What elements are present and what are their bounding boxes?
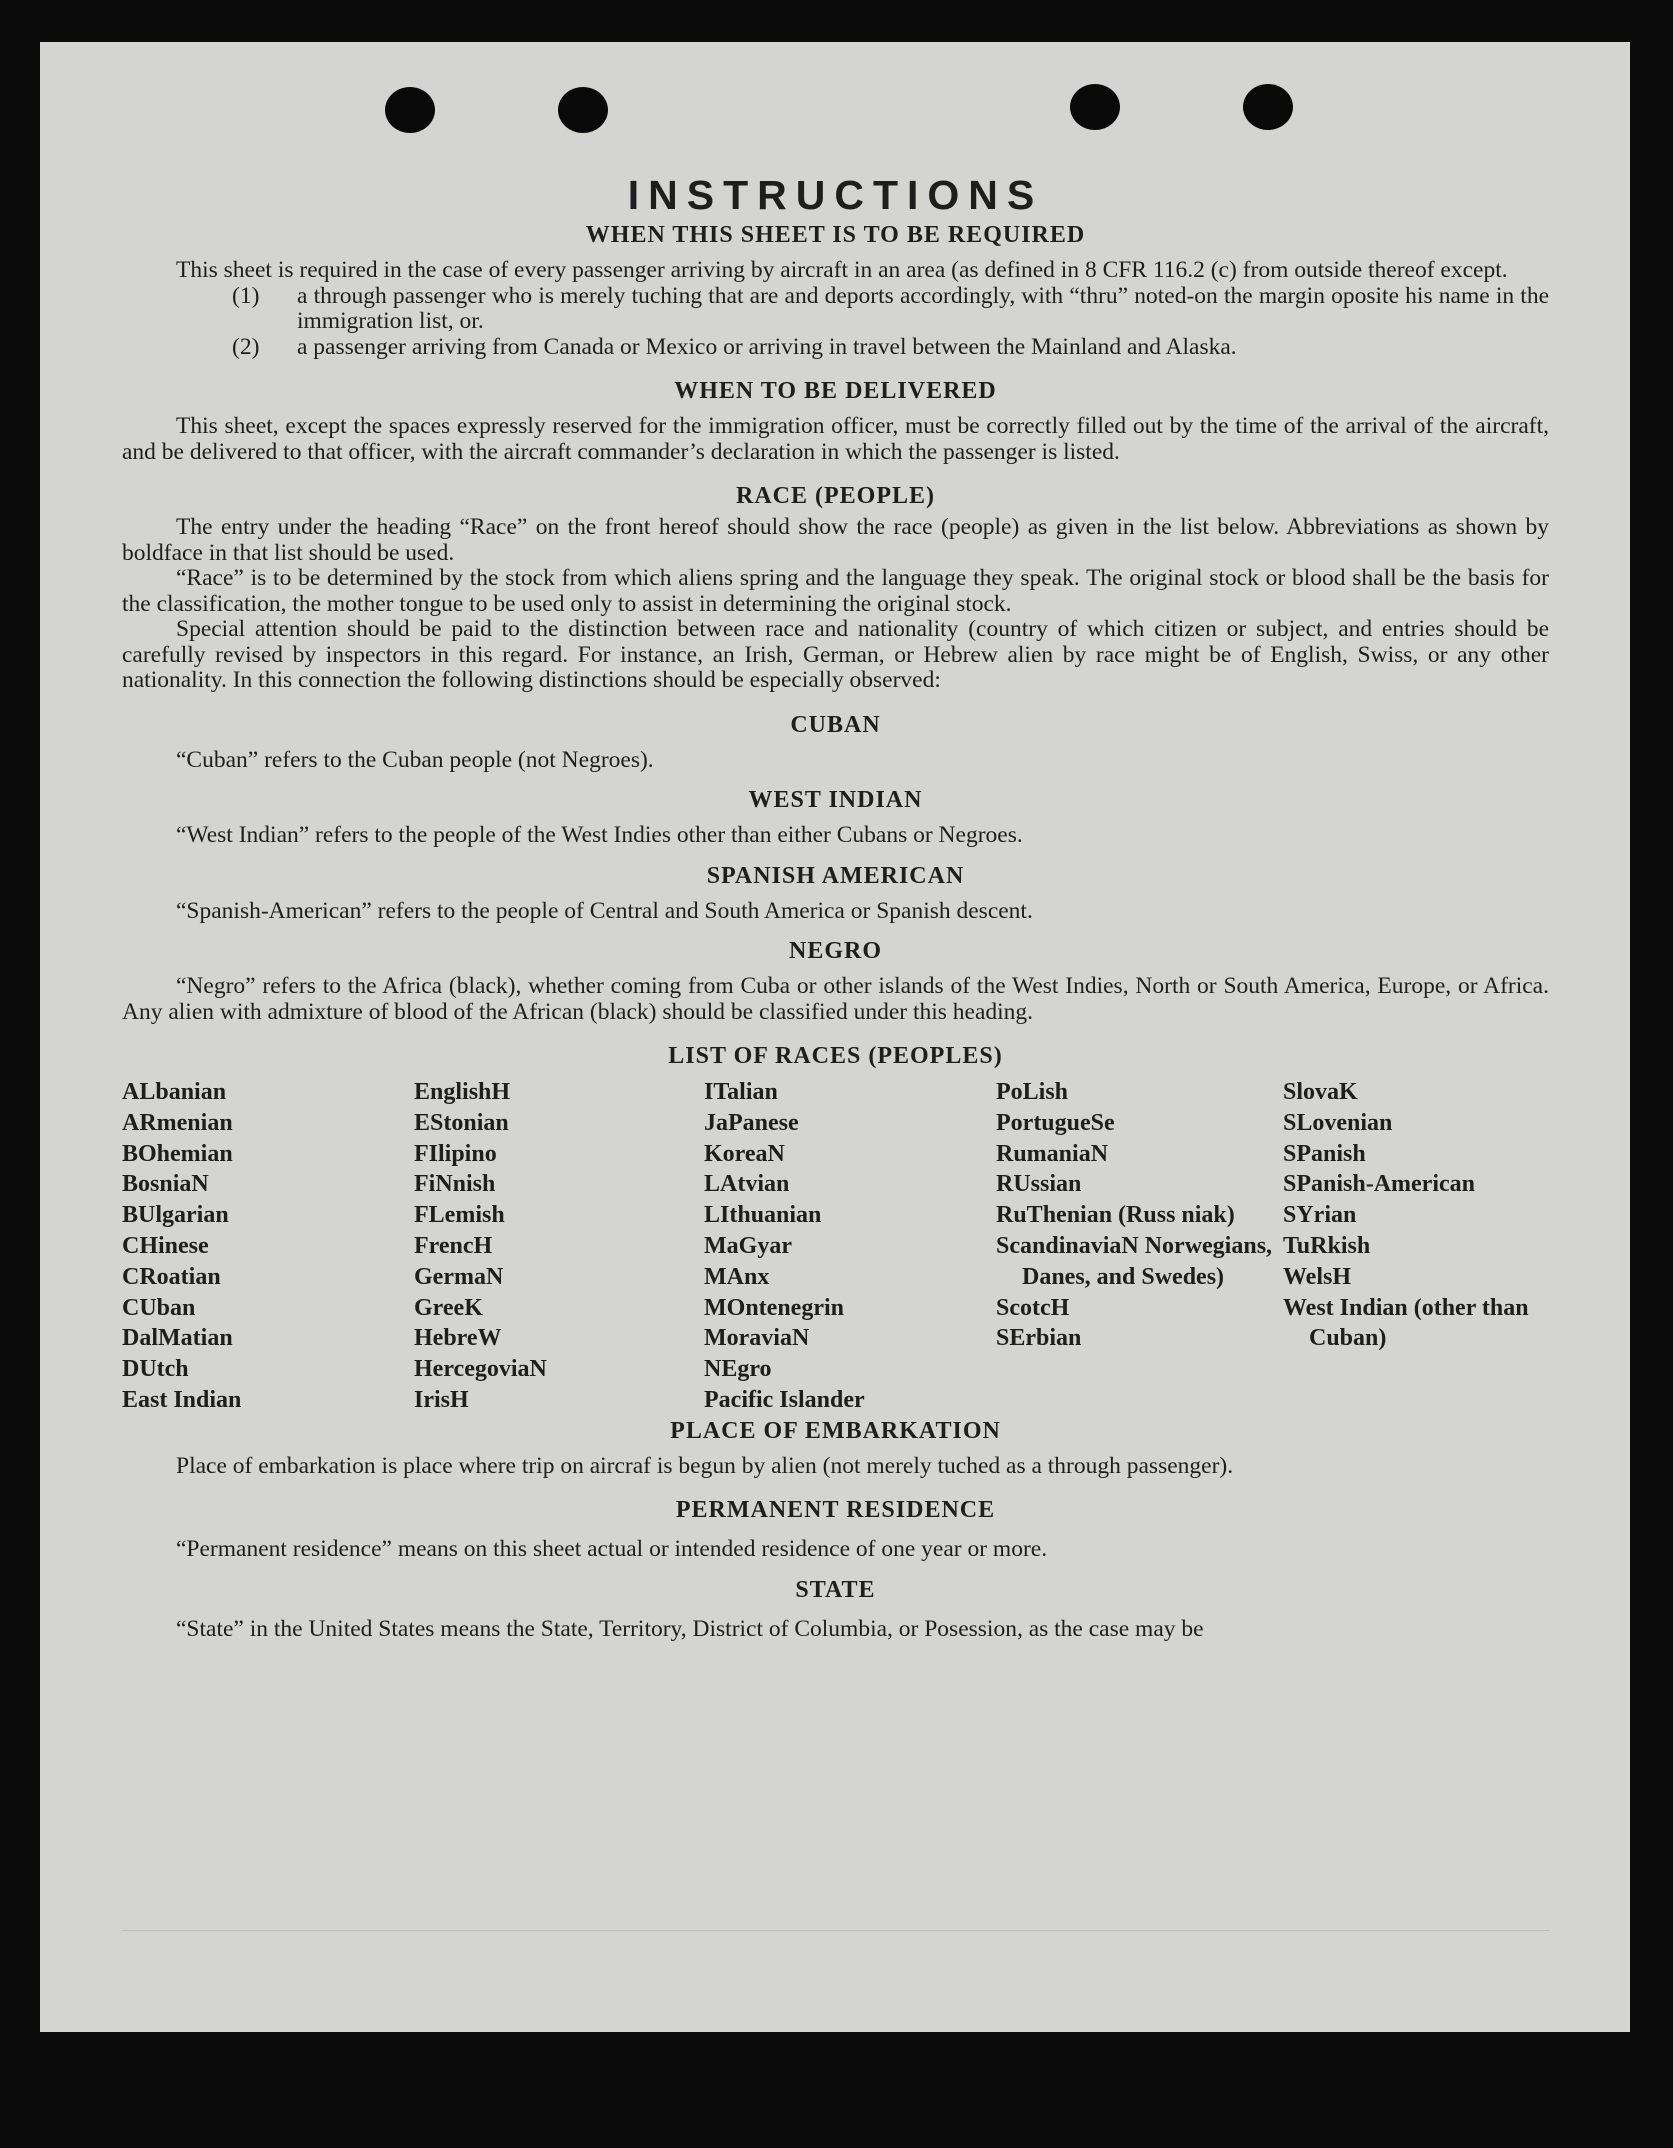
punch-hole-2: [558, 87, 608, 133]
negro-text: “Negro” refers to the Africa (black), whether coming from Cuba or other islands of the West Indies, North or South America, Europe, or Africa. Any alien with admixture of blood of the African (black) should be classified under this heading.: [122, 973, 1549, 1025]
race-item: ITalian: [704, 1079, 778, 1105]
race-item: RumaniaN: [996, 1140, 1109, 1167]
state-text: “State” in the United States means the State, Territory, District of Columbia, or Posession, as the case may be: [176, 1615, 1204, 1642]
heading-list-of-races: LIST OF RACES (PEOPLES): [668, 1043, 1003, 1069]
heading-permanent-residence: PERMANENT RESIDENCE: [675, 1497, 996, 1524]
race-item: GermaN: [414, 1263, 504, 1290]
race-item: BUlgarian: [122, 1202, 229, 1229]
race-item: DalMatian: [122, 1325, 233, 1352]
race-item: CUban: [122, 1294, 196, 1321]
race-item: CRoatian: [122, 1263, 221, 1290]
exception-list: [122, 284, 1549, 361]
race-item: RuThenian (Russ niak): [996, 1202, 1235, 1229]
race-item: SlovaK: [1283, 1079, 1358, 1105]
race-item: WelsH: [1283, 1263, 1352, 1290]
race-paragraph-1: The entry under the heading “Race” on the front hereof should show the race (people) as given in the list below. Abbreviations as shown by boldface in that list should be used.: [122, 514, 1549, 566]
race-item: BosniaN: [122, 1171, 209, 1198]
races-column-3: [704, 1077, 996, 1416]
race-item: EnglishH: [414, 1079, 511, 1105]
spanish-american-text: “Spanish-American” refers to the people of Central and South America or Spanish descent.: [176, 897, 1033, 924]
race-item: HebreW: [414, 1325, 502, 1352]
races-column-5: [1283, 1077, 1549, 1416]
race-item: ScotcH: [996, 1294, 1070, 1321]
heading-when-required: WHEN THIS SHEET IS TO BE REQUIRED: [585, 222, 1086, 248]
race-item: Pacific Islander: [704, 1386, 865, 1413]
heading-west-indian: WEST INDIAN: [748, 787, 923, 813]
embarkation-text: Place of embarkation is place where trip on aircraf is begun by alien (not merely tuched as a through passenger).: [176, 1452, 1234, 1479]
west-indian-text: “West Indian” refers to the people of the West Indies other than either Cubans or Negroes.: [176, 822, 1023, 848]
race-item: JaPanese: [704, 1109, 799, 1136]
heading-negro: NEGRO: [788, 938, 882, 964]
races-column-4: [996, 1077, 1283, 1416]
footer-divider: [122, 1930, 1549, 1931]
race-item: FLemish: [414, 1202, 505, 1229]
race-item: FiNnish: [414, 1171, 496, 1198]
race-item: LIthuanian: [704, 1202, 822, 1229]
race-item: SPanish-American: [1283, 1171, 1475, 1198]
exception-item: (1) a through passenger who is merely tuching that are and deports accordingly, with “thru” noted-on the margin oposite his name in the immigration list, or.: [232, 282, 1549, 334]
heading-when-delivered: WHEN TO BE DELIVERED: [674, 378, 997, 404]
race-paragraph-2: “Race” is to be determined by the stock from which aliens spring and the language they speak. The original stock or blood shall be the basis for the classification, the mother tongue to be used only to assist in determining the original stock.: [122, 565, 1549, 617]
race-item: NEgro: [704, 1356, 772, 1383]
race-item: SYrian: [1283, 1202, 1357, 1229]
document-content: [122, 170, 1549, 1642]
race-item: MAnx: [704, 1263, 770, 1290]
instruction-sheet: [40, 42, 1630, 2032]
race-item: East Indian: [122, 1386, 242, 1413]
residence-text: “Permanent residence” means on this sheet actual or intended residence of one year or more.: [176, 1536, 1048, 1563]
race-item: FIlipino: [414, 1140, 497, 1167]
race-item: HercegoviaN: [414, 1356, 547, 1383]
races-column-2: [414, 1077, 704, 1416]
race-item: PortugueSe: [996, 1109, 1115, 1136]
heading-spanish-american: SPANISH AMERICAN: [706, 862, 965, 889]
page-title: INSTRUCTIONS: [627, 172, 1044, 218]
race-item: PoLish: [996, 1079, 1069, 1105]
races-list: [122, 1077, 1549, 1416]
punch-hole-4: [1243, 84, 1293, 130]
race-item: GreeK: [414, 1294, 483, 1321]
exception-item: (2) a passenger arriving from Canada or Mexico or arriving in travel between the Mainland and Alaska.: [232, 333, 1237, 360]
race-item: ALbanian: [122, 1079, 227, 1105]
races-column-1: [122, 1077, 414, 1416]
race-item: RUssian: [996, 1171, 1082, 1198]
race-item: LAtvian: [704, 1171, 790, 1198]
race-item: SLovenian: [1283, 1109, 1393, 1136]
race-item: BOhemian: [122, 1140, 233, 1167]
punch-hole-1: [385, 87, 435, 133]
race-paragraph-3: Special attention should be paid to the distinction between race and nationality (country of which citizen or subject, and entries should be carefully revised by inspectors in this regard. For instance, an Irish, German, or Hebrew alien by race might be of English, Swiss, or any other nationality. In this connection the following distinctions should be especially observed:: [122, 616, 1549, 693]
heading-state: STATE: [795, 1576, 876, 1603]
race-item: West Indian (other than Cuban): [1283, 1294, 1529, 1352]
heading-embarkation: PLACE OF EMBARKATION: [670, 1417, 1001, 1444]
race-item: TuRkish: [1283, 1232, 1371, 1259]
punch-hole-3: [1070, 84, 1120, 130]
race-item: SPanish: [1283, 1140, 1366, 1167]
race-item: FrencH: [414, 1232, 493, 1259]
race-item: MoraviaN: [704, 1325, 810, 1352]
race-item: ARmenian: [122, 1109, 233, 1136]
race-item: MaGyar: [704, 1232, 792, 1259]
race-item: MOntenegrin: [704, 1294, 844, 1321]
required-intro: This sheet is required in the case of every passenger arriving by aircraft in an area (as defined in 8 CFR 116.2 (c) from outside thereof except.: [176, 257, 1508, 283]
race-item: CHinese: [122, 1232, 209, 1259]
race-item: EStonian: [414, 1109, 509, 1136]
heading-race: RACE (PEOPLE): [736, 483, 935, 509]
delivered-text: This sheet, except the spaces expressly reserved for the immigration officer, must be correctly filled out by the time of the arrival of the aircraft, and be delivered to that officer, with the aircraft commander’s declaration in which the passenger is listed.: [122, 413, 1549, 465]
race-item: IrisH: [414, 1386, 469, 1413]
heading-cuban: CUBAN: [790, 711, 881, 738]
race-item: ScandinaviaN Norwegians, Danes, and Swedes): [996, 1232, 1273, 1290]
cuban-text: “Cuban” refers to the Cuban people (not Negroes).: [176, 746, 654, 773]
race-item: KoreaN: [704, 1140, 785, 1167]
race-item: SErbian: [996, 1325, 1082, 1352]
race-item: DUtch: [122, 1356, 189, 1383]
